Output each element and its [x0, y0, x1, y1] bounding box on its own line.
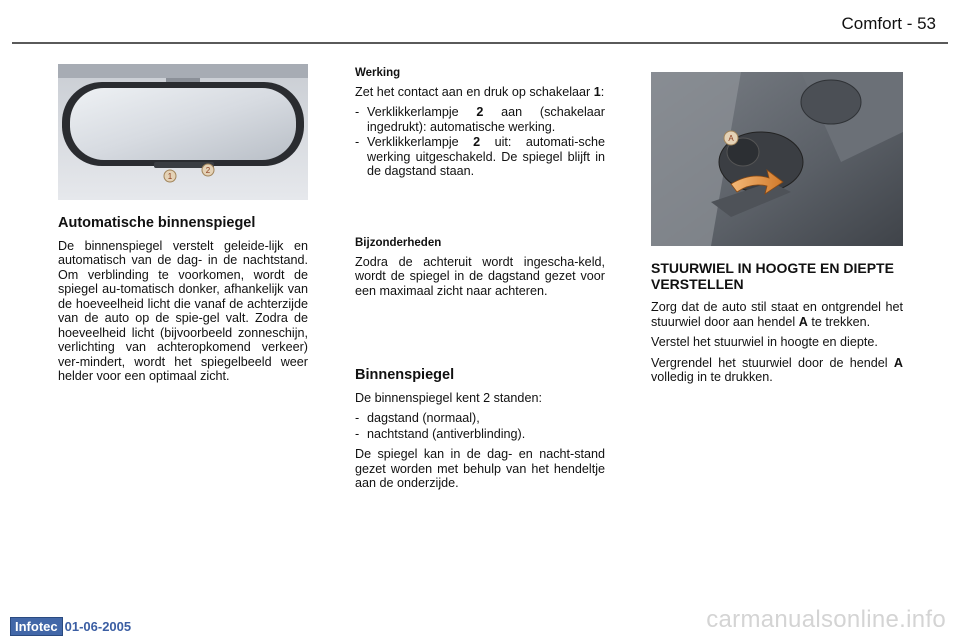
werking-list — [355, 105, 605, 179]
column-1 — [58, 216, 308, 390]
item-text: Verklikkerlampje — [367, 135, 474, 149]
column-3 — [651, 260, 903, 391]
p1-text: Zorg dat de auto stil staat en ontgrendel het stuurwiel door aan hendel — [651, 300, 903, 329]
bijzonderheden-heading: Bijzonderheden — [355, 237, 442, 249]
p1-text-end: te trekken. — [807, 314, 871, 329]
list-item — [355, 135, 605, 179]
binnenspiegel-heading: Binnenspiegel — [355, 367, 455, 383]
p3-text-end: volledig in te drukken. — [651, 370, 773, 384]
ref-2: 2 — [476, 105, 484, 119]
auto-mirror-body: De binnenspiegel verstelt geleide-lijk en automatisch van de dag- in de nachtstand. Om verblinding te voorkomen, wordt de spiegel au-tomatisch donker, afhankelijk van de hoeveelheid licht die vanaf de achterzijde van de auto op de spie-gel valt. Zodra de hoeveelheid licht (bijvoorbeeld zonneschijn, verlichting van achteropkomend verkeer) ver-mindert, wordt het spiegelbeeld weer helder voor een optimaal zicht. — [58, 238, 308, 383]
footer — [10, 617, 131, 635]
p3-text: Vergrendel het stuurwiel door de hendel — [651, 355, 894, 370]
list-item: - nachtstand (antiverblinding). — [355, 427, 605, 442]
werking-intro — [355, 85, 605, 100]
column-2-bijzonderheden — [355, 236, 605, 304]
werking-intro-end: : — [600, 84, 605, 99]
ref-2: 2 — [473, 135, 481, 149]
page-number: 53 — [917, 14, 936, 33]
list-item — [355, 105, 605, 134]
mirror-label-2: 2 — [205, 166, 211, 175]
header-separator: - — [901, 14, 918, 33]
binnenspiegel-list — [355, 411, 605, 441]
steering-heading: STUURWIEL IN HOOGTE EN DIEPTE VERSTELLEN — [651, 260, 894, 292]
rearview-mirror-illustration — [58, 64, 308, 200]
item-text: Verklikkerlampje — [367, 105, 477, 119]
steering-p3 — [651, 356, 903, 385]
column-2 — [355, 66, 605, 185]
ref-a: A — [798, 314, 808, 329]
steering-label-a: A — [728, 134, 734, 143]
mirror-label-1: 1 — [167, 172, 173, 181]
watermark: carmanualsonline.info — [706, 606, 946, 633]
auto-mirror-heading: Automatische binnenspiegel — [58, 215, 256, 231]
ref-a: A — [893, 355, 903, 370]
binnenspiegel-intro: De binnenspiegel kent 2 standen: — [355, 390, 542, 405]
werking-intro-text: Zet het contact aan en druk op schakelaar — [355, 84, 594, 99]
item-text: aan (schakelaar ingedrukt): automatische werking. — [367, 105, 606, 134]
steering-p2: Verstel het stuurwiel in hoogte en diepte. — [651, 335, 878, 349]
steering-drawing — [651, 72, 903, 246]
mirror-drawing — [58, 64, 308, 200]
item-text: uit: automati-sche werking uitgeschakeld. De spiegel blijft in de dagstand staan. — [367, 135, 605, 178]
bijzonderheden-body: Zodra de achteruit wordt ingescha-keld, wordt de spiegel in de dagstand gezet voor een maximaal zicht naar achteren. — [355, 254, 605, 298]
page-header — [842, 14, 937, 34]
section-title: Comfort — [841, 14, 902, 33]
ref-1: 1 — [593, 84, 601, 99]
steering-column-illustration — [651, 72, 903, 246]
steering-p1 — [651, 300, 903, 329]
werking-heading: Werking — [355, 67, 401, 79]
header-rule — [12, 42, 948, 44]
list-item: - dagstand (normaal), — [355, 411, 605, 426]
binnenspiegel-body: De spiegel kan in de dag- en nacht-stand gezet worden met behulp van het hendeltje aan de onderzijde. — [355, 447, 605, 490]
infotec-logo: Infotec — [10, 617, 63, 636]
footer-date: 01-06-2005 — [64, 618, 132, 634]
column-2-binnenspiegel — [355, 368, 605, 497]
